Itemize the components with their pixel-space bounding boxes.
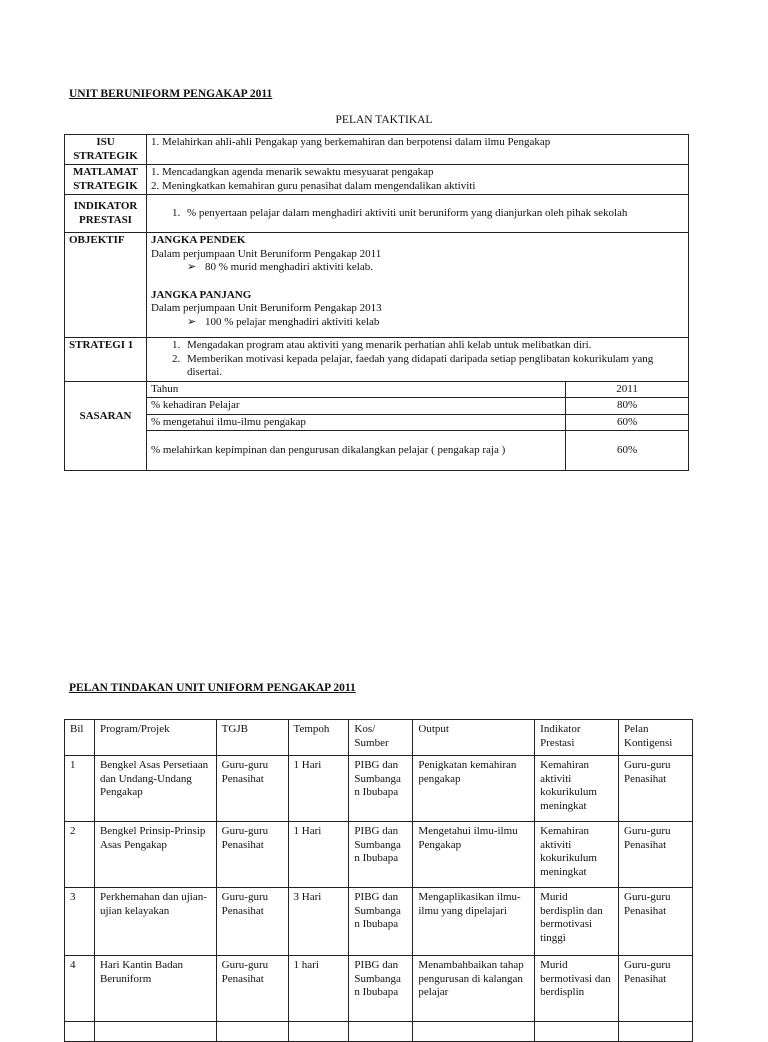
cell-kos: PIBG dan Sumbanga n Ibubapa (349, 956, 413, 1022)
cell-program: Perkhemahan dan ujian-ujian kelayakan (94, 888, 216, 956)
unit-title: UNIT BERUNIFORM PENGAKAP 2011 (69, 88, 273, 100)
cell-program: Bengkel Asas Persetiaan dan Undang-Undang Pengakap (94, 756, 216, 822)
matlamat-item: 1. Mencadangkan agenda menarik sewaktu mesyuarat pengakap (150, 166, 434, 178)
strategi-label: STRATEGI 1 (65, 338, 147, 382)
strategi-item: 2. Memberikan motivasi kepada pelajar, faedah yang didapati daripada setiap penglibatan kokurikulam yang disertai. (183, 353, 684, 380)
cell-tgjb: Guru-guru Penasihat (216, 822, 288, 888)
table-row (65, 1022, 693, 1042)
header-kontigensi: Pelan Kontigensi (619, 720, 693, 756)
cell-tgjb: Guru-guru Penasihat (216, 888, 288, 956)
objektif-label: OBJEKTIF (65, 233, 147, 338)
cell-bil: 2 (65, 822, 95, 888)
cell-indikator: Murid berdisplin dan bermotivasi tinggi (535, 888, 619, 956)
sasaran-value: 60% (566, 414, 689, 431)
header-bil: Bil (65, 720, 95, 756)
objektif-row (65, 233, 689, 338)
table-row (65, 888, 693, 956)
cell-kontigensi: Guru-guru Penasihat (619, 822, 693, 888)
tactical-plan-table (64, 134, 689, 471)
sasaran-row (65, 431, 689, 471)
sasaran-header-row (65, 381, 689, 398)
cell-output: Mengetahui ilmu-ilmu Pengakap (413, 822, 535, 888)
cell-output: Menambahbaikan tahap pengurusan di kalangan pelajar (413, 956, 535, 1022)
cell-tempoh: 1 hari (288, 956, 349, 1022)
table-row (65, 756, 693, 822)
strategi-cell (146, 338, 688, 382)
jangka-panjang-heading: JANGKA PANJANG (150, 288, 252, 301)
sasaran-value: 80% (566, 398, 689, 415)
sasaran-header-year-label: Tahun (146, 381, 565, 398)
action-title: PELAN TINDAKAN UNIT UNIFORM PENGAKAP 2011 (69, 682, 356, 694)
cell-kontigensi: Guru-guru Penasihat (619, 888, 693, 956)
sasaran-row (65, 414, 689, 431)
arrow-bullet-icon: ➢ (186, 315, 197, 328)
cell-kos: PIBG dan Sumbanga n Ibubapa (349, 822, 413, 888)
isu-text: 1. Melahirkan ahli-ahli Pengakap yang berkemahiran dan berpotensi dalam ilmu Pengakap (146, 135, 688, 165)
sasaran-item: % melahirkan kepimpinan dan pengurusan dikalangkan pelajar ( pengakap raja ) (146, 431, 565, 471)
indikator-cell (146, 195, 688, 233)
jangka-pendek-point: 80 % murid menghadiri aktiviti kelab. (204, 261, 373, 273)
plan-title: PELAN TAKTIKAL (335, 114, 433, 126)
sasaran-row (65, 398, 689, 415)
isu-label: ISU STRATEGIK (65, 135, 147, 165)
sasaran-item: % kehadiran Pelajar (146, 398, 565, 415)
indikator-text: 1. % penyertaan pelajar dalam menghadiri aktiviti unit beruniform yang dianjurkan oleh pihak sekolah (183, 207, 684, 221)
jangka-pendek-heading: JANGKA PENDEK (150, 234, 246, 246)
jangka-panjang-line: Dalam perjumpaan Unit Beruniform Pengakap 2013 (150, 302, 382, 314)
header-tgjb: TGJB (216, 720, 288, 756)
cell-bil: 4 (65, 956, 95, 1022)
cell-indikator: Kemahiran aktiviti kokurikulum meningkat (535, 822, 619, 888)
sasaran-value: 60% (566, 431, 689, 471)
sasaran-item: % mengetahui ilmu-ilmu pengakap (146, 414, 565, 431)
action-header-row (65, 720, 693, 756)
objektif-cell (146, 233, 688, 338)
action-plan-table (64, 719, 693, 1042)
cell-bil: 3 (65, 888, 95, 956)
header-indikator: Indikator Prestasi (535, 720, 619, 756)
cell-kos: PIBG dan Sumbanga n Ibubapa (349, 888, 413, 956)
jangka-panjang-point: 100 % pelajar menghadiri aktiviti kelab (204, 315, 380, 328)
cell-kontigensi: Guru-guru Penasihat (619, 756, 693, 822)
matlamat-cell (146, 165, 688, 195)
matlamat-item: 2. Meningkatkan kemahiran guru penasihat dalam mengendalikan aktiviti (150, 179, 476, 192)
cell-tempoh: 1 Hari (288, 822, 349, 888)
cell-tgjb: Guru-guru Penasihat (216, 956, 288, 1022)
header-output: Output (413, 720, 535, 756)
header-kos: Kos/ Sumber (349, 720, 413, 756)
sasaran-header-year: 2011 (566, 381, 689, 398)
strategi-item: 1. Mengadakan program atau aktiviti yang menarik perhatian ahli kelab untuk melibatkan diri. (183, 339, 684, 353)
arrow-bullet-icon: ➢ (186, 261, 197, 273)
isu-row (65, 135, 689, 165)
jangka-pendek-line: Dalam perjumpaan Unit Beruniform Pengakap 2011 (150, 247, 382, 260)
cell-indikator: Murid bermotivasi dan berdisplin (535, 956, 619, 1022)
cell-program: Hari Kantin Badan Beruniform (94, 956, 216, 1022)
indikator-row (65, 195, 689, 233)
cell-bil: 1 (65, 756, 95, 822)
cell-output: Mengaplikasikan ilmu-ilmu yang dipelajari (413, 888, 535, 956)
table-row (65, 822, 693, 888)
strategi-row (65, 338, 689, 382)
cell-tempoh: 3 Hari (288, 888, 349, 956)
cell-output: Penigkatan kemahiran pengakap (413, 756, 535, 822)
cell-indikator: Kemahiran aktiviti kokurikulum meningkat (535, 756, 619, 822)
jangka-panjang-point-row (151, 316, 684, 330)
header-program: Program/Projek (94, 720, 216, 756)
matlamat-label: MATLAMAT STRATEGIK (65, 165, 147, 195)
matlamat-row (65, 165, 689, 195)
sasaran-label: SASARAN (65, 381, 147, 471)
cell-tgjb: Guru-guru Penasihat (216, 756, 288, 822)
cell-kontigensi: Guru-guru Penasihat (619, 956, 693, 1022)
cell-kos: PIBG dan Sumbanga n Ibubapa (349, 756, 413, 822)
cell-tempoh: 1 Hari (288, 756, 349, 822)
indikator-label: INDIKATOR PRESTASI (65, 195, 147, 233)
header-tempoh: Tempoh (288, 720, 349, 756)
table-row (65, 956, 693, 1022)
cell-program: Bengkel Prinsip-Prinsip Asas Pengakap (94, 822, 216, 888)
jangka-pendek-point-row (151, 261, 684, 275)
